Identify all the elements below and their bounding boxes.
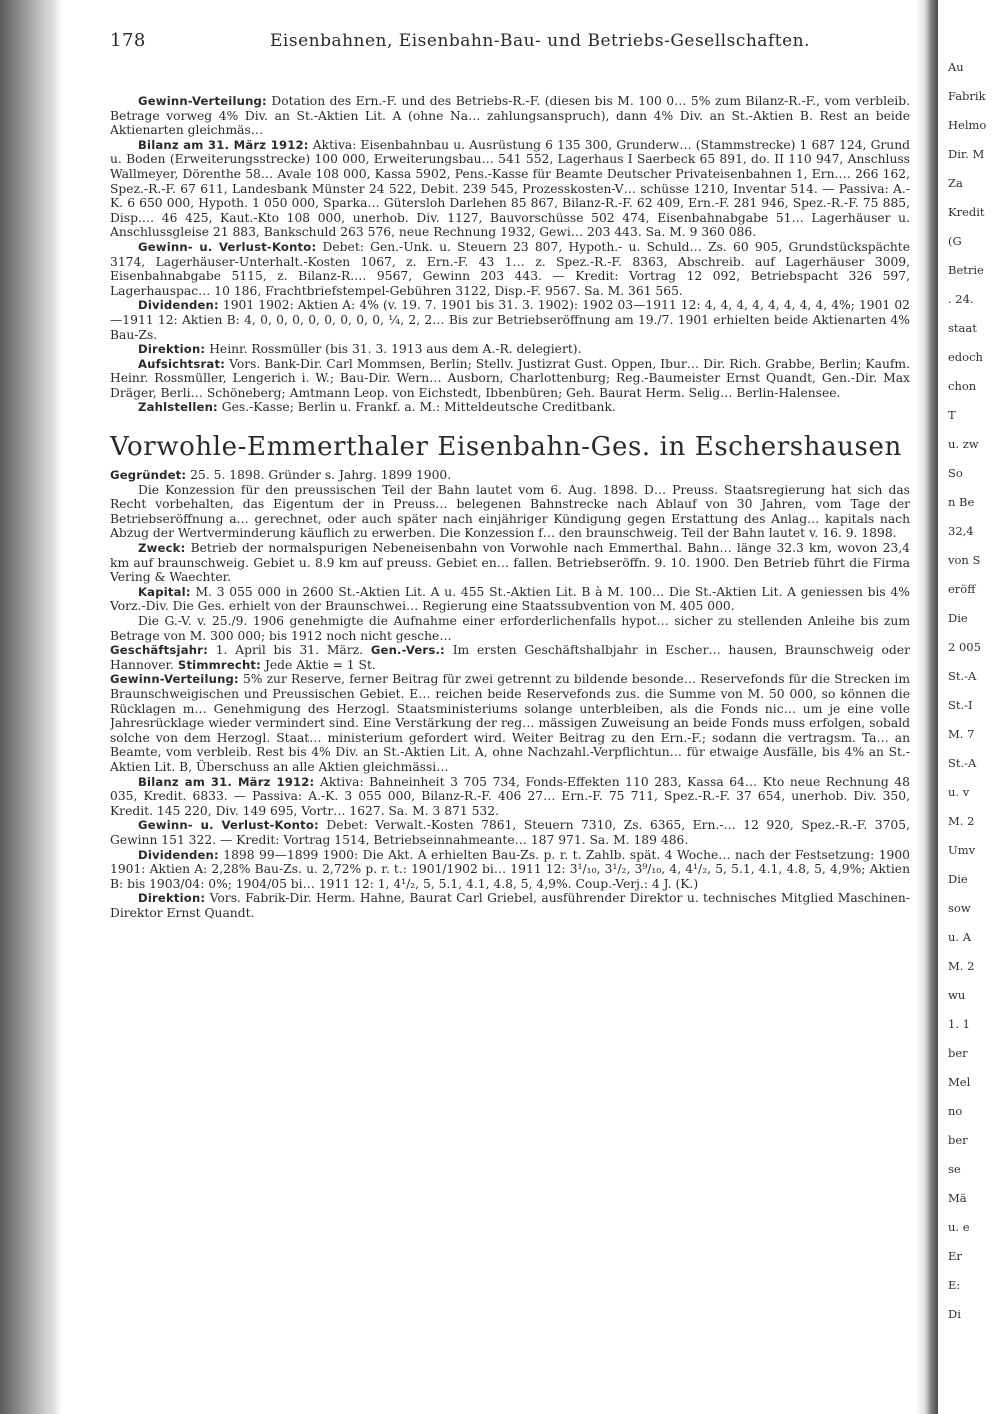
next-page-fragment: ber (948, 1046, 968, 1060)
next-page-fragment: So (948, 466, 963, 480)
next-page-fragment: E: (948, 1278, 961, 1292)
next-page-fragment: 2 005 (948, 640, 981, 654)
next-page-fragment: Mel (948, 1075, 971, 1089)
section-text: 1. April bis 31. März. (215, 643, 364, 658)
gegruendet (110, 468, 910, 483)
konzession: Die Konzession für den preussischen Teil der Bahn lautet vom 6. Aug. 1898. D… Preuss. Staatsregierung hat sich das Recht vorbehalten, das Eigentum der in Preuss… belegenen Bahnstrecke nach Ablauf von 30 Jahren, vom Tage der Betriebseröffnung a… gerechnet, oder auch später nach einjähriger Kündigung gegen Erstattung des Anlag… kapitals nach Abzug der Wertverminderung käuflich zu erwerben. Die Konzession f… den braunschweig. Teil der Bahn lautet v. 16. 9. 1898. (110, 482, 910, 541)
section-text: Vors. Fabrik-Dir. Herm. Hahne, Baurat Carl Griebel, ausführender Direktor u. technisches Mitglied Maschinen-Direktor Ernst Quandt. (110, 891, 910, 920)
direktion (110, 891, 910, 920)
section-text: 1901 1902: Aktien A: 4% (v. 19. 7. 1901 bis 31. 3. 1902): 1902 03—1911 12: 4, 4, 4, 4, 4, 4, 4, 4, 4%; 1901 02—1911 12: Aktien B: 4, 0, 0, 0, 0, 0, 0, 0, 0, ¼, 2, 2… Bis zur Betriebseröffnung am 19./7. 1901 erhielten beide Aktienarten 4% Bau-Zs. (110, 298, 910, 342)
next-page-fragment: Za (948, 176, 963, 190)
section-label: Zweck: (138, 541, 186, 556)
geschaeftsjahr (110, 643, 910, 672)
previous-company-section (110, 94, 910, 415)
next-page-fragment: Dir. M (948, 147, 985, 161)
bilanz (110, 775, 910, 819)
next-page-fragment: n Be (948, 495, 975, 509)
section-label: Zahlstellen: (138, 400, 218, 415)
prev-dividenden (110, 298, 910, 342)
section-label: Direktion: (138, 342, 206, 357)
kapital (110, 585, 910, 614)
next-page-fragment: M. 7 (948, 727, 975, 741)
prev-zahlstellen (110, 400, 910, 415)
next-page-fragment: 1. 1 (948, 1017, 970, 1031)
next-page-fragment: no (948, 1104, 963, 1118)
next-page-fragment: St.-A (948, 756, 977, 770)
section-text: Betrieb der normalspurigen Nebeneisenbahn von Vorwohle nach Emmerthal. Bahn… länge 32.3 km, wovon 23,4 km auf braunschweig. Gebiet u. 8.9 km auf preuss. Gebiet en… fallen. Betriebseröffn. 9. 10. 1900. Den Betrieb führt die Firma Vering & Waechter. (110, 541, 910, 585)
next-page-fragment: 32,4 (948, 524, 974, 538)
section-text: 1898 99—1899 1900: Die Akt. A erhielten Bau-Zs. p. r. t. Zahlb. spät. 4 Woche… nach der Festsetzung: 1900 1901: Aktien A: 2,28% Bau-Zs. u. 2,72% p. r. t.: 1901/1902 bi… 1911 12: 3¹/₁₀, 3¹/₂, 3⁹/₁₀, 4, 4¹/₂, 5, 5.1, 4.1, 4.8, 5, 4,9%; Aktien B: bis 1903/04: 0%; 1904/05 bi… 1911 12: 1, 4¹/₂, 5, 5.1, 4.1, 4.8, 5, 4,9%. Coup.-Verj.: 4 J. (K.) (110, 847, 910, 891)
next-page-fragment: Kredit (948, 205, 985, 219)
section-text: 25. 5. 1898. Gründer s. Jahrg. 1899 1900. (190, 468, 452, 483)
company-title: Vorwohle-Emmerthaler Eisenbahn-Ges. in Eschershausen (110, 432, 902, 463)
prev-gewinn-verteilung (110, 94, 910, 138)
next-page-fragment: M. 2 (948, 814, 975, 828)
next-page-fragment: St.-A (948, 669, 977, 683)
section-label: Gewinn- u. Verlust-Konto: (138, 239, 317, 254)
general-versammlung-note: Die G.-V. v. 25./9. 1906 genehmigte die Aufnahme einer erforderlichenfalls hypot… sicher zu stellenden Anleihe bis zum Betrage von M. 300 000; bis 1912 noch nicht gesche… (110, 614, 910, 643)
section-label: Geschäftsjahr: (110, 643, 208, 658)
section-text: Debet: Gen.-Unk. u. Steuern 23 807, Hypoth.- u. Schuld… Zs. 60 905, Grundstückspächte 3174, Lagerhäuser-Unterhalt.-Kosten 1067, z. Ern.-F. 43 1… z. Spez.-R.-F. 8363, Abschreib. auf Lagerhäuser 3009, Eisenbahnabgabe 5115, z. Bilanz-R.… 9567, Gewinn 203 443. — Kredit: Vortrag 12 092, Betriebspacht 326 597, Lagerhauspac… 10 186, Frachtbriefstempel-Gebühren 3122, Disp.-F. 9567. Sa. M. 361 565. (110, 239, 910, 298)
prev-gewinn-verlust-konto (110, 240, 910, 298)
next-page-fragment: Au (948, 60, 964, 74)
next-page-fragment: M. 2 (948, 959, 975, 973)
next-page-fragment: Er (948, 1249, 962, 1263)
next-page-fragment: sow (948, 901, 971, 915)
section-text: Ges.-Kasse; Berlin u. Frankf. a. M.: Mitteldeutsche Creditbank. (221, 400, 616, 415)
next-page-fragment: T (948, 408, 956, 422)
section-label: Aufsichtsrat: (138, 356, 226, 371)
next-page-fragment: von S (948, 553, 981, 567)
running-head (110, 30, 910, 54)
section-text: Vors. Bank-Dir. Carl Mommsen, Berlin; Stellv. Justizrat Gust. Oppen, Ibur… Dir. Rich. Grabbe, Berlin; Kaufm. Heinr. Rossmüller, Lengerich i. W.; Bau-Dir. Wern… Ausborn, Charlottenburg; Reg.-Baumeister Ernst Quandt, Gen.-Dir. Max Dräger, Berli… Schöneberg; Amtmann Leop. von Eichstedt, Ibbenbüren; Geh. Baurat Herm. Selig… Berlin-Halensee. (110, 356, 910, 400)
company-section (110, 468, 910, 920)
scan-gutter-shadow (916, 0, 938, 1414)
next-page-fragment: ber (948, 1133, 968, 1147)
section-text: Debet: Verwalt.-Kosten 7861, Steuern 7310, Zs. 6365, Ern.-… 12 920, Spez.-R.-F. 3705, Gewinn 151 322. — Kredit: Vortrag 1514, Betriebseinnahmeante… 187 971. Sa. M. 189 486. (110, 818, 910, 847)
section-text: Aktiva: Eisenbahnbau u. Ausrüstung 6 135 300, Grunderw… (Stammstrecke) 1 687 124, Grund u. Boden (Erweiterungsstrecke) 100 000, Erweiterungsbau… 541 552, Lagerhaus I Saerbeck 65 891, do. II 110 947, Anschluss Wallmeyer, Dörenthe 58… Avale 108 000, Kassa 5902, Pens.-Kasse für Beamte Deutscher Privateisenbahnen 1, Ern.… 266 162, Spez.-R.-F. 67 611, Landesbank Münster 24 522, Debit. 239 545, Prozesskosten-V… schüsse 1210, Inventar 514. — Passiva: A.-K. 6 650 000, Hypoth. 1 050 000, Sparka… Gütersloh Darlehen 85 867, Bilanz-R.-F. 62 409, Ern.-F. 281 946, Spez.-R.-F. 75 885, Disp.… 46 425, Kaut.-Kto 108 000, unerhob. Div. 1127, Bauvorschüsse 502 474, Eisenbahnabgabe 51… Lagerhäuser u. Anschlussgleise 21 883, Bankschuld 263 576, neue Rechnung 1932, Gewi… 203 443. Sa. M. 9 360 086. (110, 137, 910, 240)
book-page (110, 30, 910, 920)
section-text: 5% zur Reserve, ferner Beitrag für zwei getrennt zu bildende besonde… Reservefonds für die Strecken im Braunschweigischen und Preussischen Gebiet. E… reichen beide Reservefonds zus. die Summe von M. 50 000, so können die Rücklagen m… Genehmigung des Herzogl. Staatsministeriums solange unterbleiben, als die Fonds nic… um je eine volle Jahresrücklage wieder vermindert sind. Eine Verstärkung der reg… mässigen Zuweisung an beide Fonds muss erfolgen, sobald solche von dem Herzogl. Staat… ministerium gefordert wird. Weiter Beitrag zu den Ern.-F.; sodann die vertragsm. Ta… an Beamte, vom verbleib. Rest bis 4% Div. an St.-Aktien Lit. A, ohne Nachzahl.-Verpflichtun… für etwaige Ausfälle, bis 4% an St.-Aktien Lit. B, Überschuss an alle Aktien gleichmässi… (110, 672, 910, 774)
section-label: Kapital: (138, 584, 191, 599)
next-page-fragment: Umv (948, 843, 976, 857)
section-text: Jede Aktie = 1 St. (264, 657, 376, 672)
gewinn-verlust-konto (110, 818, 910, 847)
next-page-fragment: . 24. (948, 292, 974, 306)
section-label: Stimmrecht: (177, 657, 262, 672)
running-title: Eisenbahnen, Eisenbahn-Bau- und Betriebs-Gesellschaften. (270, 31, 810, 51)
next-page-fragment: u. A (948, 930, 972, 944)
section-text: Heinr. Rossmüller (bis 31. 3. 1913 aus dem A.-R. delegiert). (209, 342, 582, 357)
next-page-fragment: u. v (948, 785, 970, 799)
section-text: M. 3 055 000 in 2600 St.-Aktien Lit. A u. 455 St.-Aktien Lit. B à M. 100… Die St.-Aktien Lit. A geniessen bis 4% Vorz.-Div. Die Ges. erhielt von der Braunschwei… Regierung eine Staatssubvention von M. 405 000. (110, 584, 910, 614)
zweck (110, 541, 910, 585)
section-label: Dividenden: (138, 298, 219, 313)
next-page-fragment: Di (948, 1307, 961, 1321)
next-page-fragment: u. zw (948, 437, 979, 451)
next-page-fragment: u. e (948, 1220, 970, 1234)
prev-direktion (110, 342, 910, 357)
next-page-fragment: (G (948, 234, 962, 248)
section-label: Bilanz am 31. März 1912: (138, 137, 309, 152)
next-page-fragment: Betrie (948, 263, 984, 277)
section-label: Gewinn-Verteilung: (110, 672, 239, 687)
gewinn-verteilung (110, 672, 910, 774)
section-label: Gewinn- u. Verlust-Konto: (138, 818, 319, 833)
page-number: 178 (110, 30, 146, 51)
dividenden (110, 848, 910, 892)
section-label: Dividenden: (138, 847, 219, 862)
next-page-fragment: wu (948, 988, 966, 1002)
next-page-fragment: Die (948, 611, 968, 625)
prev-bilanz (110, 138, 910, 240)
next-page-fragment: staat (948, 321, 977, 335)
next-page-fragment: Helmo (948, 118, 987, 132)
prev-aufsichtsrat (110, 357, 910, 401)
next-page-fragment: se (948, 1162, 961, 1176)
scan-shadow-left (0, 0, 62, 1414)
next-page-fragment: edoch (948, 350, 983, 364)
next-page-edge (940, 60, 1000, 1360)
next-page-fragment: Fabrik (948, 89, 986, 103)
next-page-fragment: eröff (948, 582, 976, 596)
section-label: Direktion: (138, 891, 206, 906)
next-page-fragment: St.-I (948, 698, 973, 712)
section-label: Gegründet: (110, 468, 187, 483)
next-page-fragment: chon (948, 379, 977, 393)
section-label: Gen.-Vers.: (370, 643, 445, 658)
section-text: Dotation des Ern.-F. und des Betriebs-R.-F. (diesen bis M. 100 0… 5% zum Bilanz-R.-F., vom verbleib. Betrage vorweg 4% Div. an St.-Aktien Lit. A (ohne Na… zahlungsanspruch), dann 4% Div. an St.-Aktien B. Rest an beide Aktienarten gleichmäs… (110, 94, 910, 138)
section-label: Gewinn-Verteilung: (138, 94, 267, 108)
next-page-fragment: Die (948, 872, 968, 886)
section-text: Aktiva: Bahneinheit 3 705 734, Fonds-Effekten 110 283, Kassa 64… Kto neue Rechnung 48 035, Kredit. 6833. — Passiva: A.-K. 3 055 000, Bilanz-R.-F. 406 27… Ern.-F. 75 711, Spez.-R.-F. 37 654, unerhob. Div. 350, Kredit. 145 220, Div. 149 695, Vortr… 1627. Sa. M. 3 871 532. (110, 774, 910, 818)
section-text: Im ersten Geschäftshalbjahr in Escher… hausen, Braunschweig oder Hannover. (110, 643, 910, 672)
next-page-fragment: Mä (948, 1191, 967, 1205)
section-label: Bilanz am 31. März 1912: (138, 774, 315, 789)
